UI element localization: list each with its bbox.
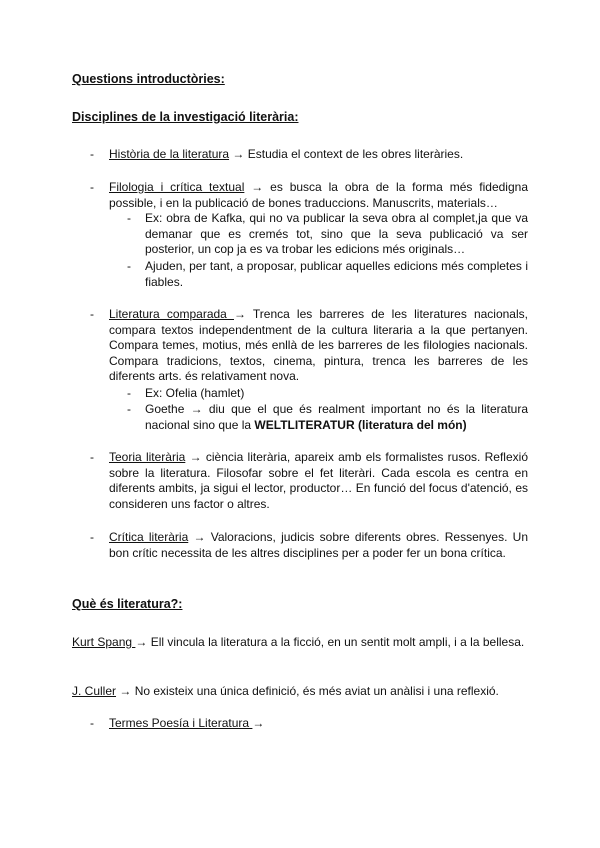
arrow: → bbox=[193, 530, 206, 544]
sub-filologia-2: Ajuden, per tant, a proposar, publicar aquelles edicions més completes i fiables. bbox=[145, 259, 528, 289]
author-culler bbox=[72, 684, 528, 700]
bullet-dash: - bbox=[90, 450, 94, 464]
name-culler: J. Culler bbox=[72, 684, 117, 698]
text-goethe: Goethe bbox=[145, 402, 191, 416]
sub-comparada-2 bbox=[145, 402, 528, 433]
item-historia bbox=[109, 147, 528, 163]
text-historia: Estudia el context de les obres literàries. bbox=[244, 147, 464, 161]
text-critica: Valoracions, judicis sobre diferents obres. Ressenyes. Un bon crític necessita de les altres disciplines per a poder fer un bona crítica. bbox=[109, 530, 528, 560]
text-goethe-mid: diu que el que és realment important no és la literatura nacional sino que la bbox=[145, 402, 528, 432]
heading-intro: Questions introductòries: bbox=[72, 72, 225, 86]
text-teoria: ciència literària, apareix amb els formalistes rusos. Reflexió sobre la literatura. Filosofar sobre el fet literàri. Cada escola es centra en diferents ambits, ja sigui el lector, productor… En funció del focus d'atenció, es consideren uns factor o altres. bbox=[109, 450, 528, 511]
arrow: → bbox=[119, 684, 132, 698]
term-historia: Història de la literatura bbox=[109, 147, 230, 161]
bullet-dash: - bbox=[90, 147, 94, 161]
bullet-dash: - bbox=[90, 180, 94, 194]
arrow: → bbox=[190, 402, 203, 416]
term-comparada: Literatura comparada bbox=[109, 307, 234, 321]
arrow: → bbox=[233, 307, 246, 321]
item-teoria bbox=[109, 450, 528, 512]
sub-bullet-dash: - bbox=[127, 211, 131, 225]
term-filologia: Filologia i crítica textual bbox=[109, 180, 245, 194]
item-critica bbox=[109, 530, 528, 561]
sub-bullet-dash: - bbox=[127, 402, 131, 416]
text-comparada: Trenca les barreres de les literatures nacionals, compara textos independentment de la cultura literaria a la que pertanyen. Compara temes, motius, més enllà de les barreres de les filologies nacionals. Compara tradicions, textos, cinema, pintura, trenca les barreres de les diferents arts. és relativament nova. bbox=[109, 307, 528, 384]
bullet-dash: - bbox=[90, 530, 94, 544]
term-critica: Crítica literària bbox=[109, 530, 189, 544]
heading-what-is: Què és literatura?: bbox=[72, 597, 183, 611]
text-culler: No existeix una única definició, és més aviat un anàlisi i una reflexió. bbox=[131, 684, 499, 698]
term-termes: Termes Poesía i Literatura bbox=[109, 716, 253, 730]
author-spang bbox=[72, 635, 528, 651]
heading-disciplines: Disciplines de la investigació literària: bbox=[72, 110, 299, 124]
arrow: → bbox=[189, 450, 202, 464]
arrow: → bbox=[252, 716, 265, 730]
name-spang: Kurt Spang bbox=[72, 635, 136, 649]
sub-bullet-dash: - bbox=[127, 259, 131, 273]
sub-comparada-1: Ex: Ofelia (hamlet) bbox=[145, 386, 245, 400]
bullet-dash: - bbox=[90, 716, 94, 730]
text-weltliteratur: WELTLITERATUR (literatura del món) bbox=[254, 417, 467, 432]
item-filologia bbox=[109, 180, 528, 211]
text-spang: Ell vincula la literatura a la ficció, en un sentit molt ampli, i a la bellesa. bbox=[147, 635, 525, 649]
sub-filologia-1: Ex: obra de Kafka, qui no va publicar la seva obra al complet,ja que va demanar que es cremés tot, sino que la seva publicació va ser posterior, un cop ja es va trobar les edicions més originals… bbox=[145, 211, 528, 257]
arrow: → bbox=[232, 147, 245, 161]
term-teoria: Teoria literària bbox=[109, 450, 186, 464]
text-filologia: es busca la obra de la forma més fidedigna possible, i en la publicació de bones traduccions. Manuscrits, materials… bbox=[109, 180, 528, 210]
sub-bullet-dash: - bbox=[127, 386, 131, 400]
item-termes bbox=[109, 716, 528, 732]
arrow: → bbox=[135, 635, 148, 649]
item-comparada bbox=[109, 307, 528, 385]
bullet-dash: - bbox=[90, 307, 94, 321]
arrow: → bbox=[251, 180, 264, 194]
